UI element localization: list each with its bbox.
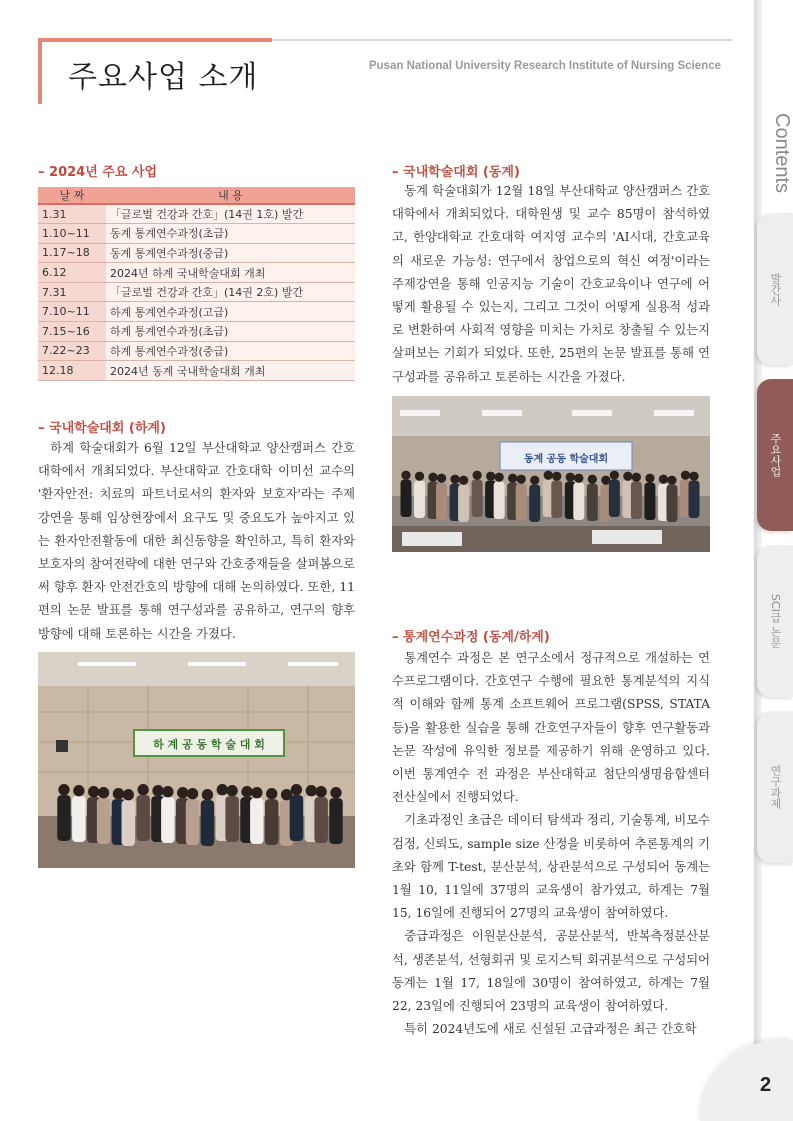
schedule-table	[38, 187, 355, 381]
table-row	[38, 282, 355, 302]
winter-conference-text	[392, 180, 710, 389]
date-cell: 1.31	[38, 204, 106, 224]
winter-photo-banner: 동계 공동 학술대회	[523, 454, 609, 465]
header-rule	[272, 39, 732, 41]
content-cell: 하계 통계연수과정(고급)	[106, 302, 355, 322]
date-cell: 7.15~16	[38, 322, 106, 342]
statistics-course-heading: – 통계연수과정 (동계/하계)	[392, 630, 550, 645]
winter-conference-photo	[392, 396, 710, 552]
date-cell: 7.31	[38, 282, 106, 302]
table-row	[38, 224, 355, 244]
content-cell: 2024년 하계 국내학술대회 개최	[106, 263, 355, 283]
statistics-paragraph: 특히 2024년도에 새로 신설된 고급과정은 최근 간호학	[404, 1022, 697, 1037]
column-header-date: 날 짜	[38, 187, 106, 204]
statistics-course-text	[392, 647, 710, 1041]
summer-photo-banner: 하 계 공 동 학 술 대 회	[153, 738, 265, 751]
schedule-heading: – 2024년 주요 사업	[38, 165, 158, 180]
date-cell: 1.10~11	[38, 224, 106, 244]
tab-sci-papers[interactable]: SCI급 논문	[757, 545, 793, 697]
tab-preface[interactable]: 발간사	[757, 213, 793, 365]
date-cell: 12.18	[38, 361, 106, 381]
header-left-bar	[38, 38, 42, 104]
table-row	[38, 243, 355, 263]
table-row	[38, 322, 355, 342]
content-cell: 2024년 동계 국내학술대회 개최	[106, 361, 355, 381]
page-title: 주요사업 소개	[68, 60, 259, 95]
institute-name: Pusan National University Research Institute of Nursing Science	[368, 60, 721, 72]
date-cell: 6.12	[38, 263, 106, 283]
table-row	[38, 361, 355, 381]
summer-conference-paragraph: 하계 학술대회가 6월 12일 부산대학교 양산캠퍼스 간호대학에서 개최되었다. 부산대학교 간호대학 이미선 교수의 '환자안전: 치료의 파트너로서의 환자와 보호자'라는 주제 강연을 통해 임상현장에서 요구도 및 중요도가 높아지고 있는 환자안전활동에 대한 최신동향을 확인하고, 특히 환자와 보호자의 참여전략에 대한 연구와 간호중재들을 살펴봄으로써 향후 환자 안전간호의 방향에 대해 논의하였다. 또한, 11편의 논문 발표를 통해 연구성과를 공유하고, 연구의 향후 방향에 대해 토론하는 시간을 가졌다.	[38, 441, 355, 641]
date-cell: 7.10~11	[38, 302, 106, 322]
date-cell: 1.17~18	[38, 243, 106, 263]
table-header-row	[38, 187, 355, 204]
content-cell: 하계 통계연수과정(초급)	[106, 322, 355, 342]
page-corner	[700, 1040, 793, 1121]
header-accent-line	[38, 38, 272, 42]
content-cell: 「글로벌 건강과 간호」(14권 2호) 발간	[106, 282, 355, 302]
summer-conference-heading: – 국내학술대회 (하계)	[38, 421, 166, 436]
content-cell: 하계 통계연수과정(중급)	[106, 341, 355, 361]
table-row	[38, 204, 355, 224]
summer-conference-text	[38, 437, 355, 646]
statistics-paragraph: 기초과정인 초급은 데이터 탐색과 정리, 기술통계, 비모수 검정, 신뢰도, sample size 산정을 비롯하여 추론통계의 기초와 함께 T-test, 분산분석, 상관분석으로 구성되어 동계는 1월 10, 11일에 37명의 교육생이 참가였고, 하계는 7월 15, 16일에 진행되어 27명의 교육생이 참여하였다.	[392, 813, 710, 921]
tab-research-projects[interactable]: 연구과제	[757, 711, 793, 863]
summer-conference-photo	[38, 652, 355, 868]
content-cell: 동계 통계연수과정(초급)	[106, 224, 355, 244]
table-row	[38, 341, 355, 361]
contents-label: Contents	[771, 112, 793, 194]
content-cell: 「글로벌 건강과 간호」(14권 1호) 발간	[106, 204, 355, 224]
tab-main-projects[interactable]: 주요사업	[757, 379, 793, 531]
table-row	[38, 302, 355, 322]
statistics-paragraph: 통계연수 과정은 본 연구소에서 정규적으로 개설하는 연수프로그램이다. 간호연구 수행에 필요한 통계분석의 지식적 이해와 함께 통계 소프트웨어 프로그램(SPSS, STATA 등)을 활용한 실습을 통해 간호연구자들이 향후 연구활동과 논문 작성에 유익한 정보를 제공하기 위해 운영하고 있다. 이번 통계연수 전 과정은 부산대학교 첨단의생명융합센터 전산실에서 진행되었다.	[392, 651, 710, 805]
table-row	[38, 263, 355, 283]
page-number: 2	[760, 1074, 772, 1096]
date-cell: 7.22~23	[38, 341, 106, 361]
statistics-paragraph: 중급과정은 이원분산분석, 공분산분석, 반복측정분산분석, 생존분석, 선형회귀 및 로지스틱 회귀분석으로 구성되어 동계는 1월 17, 18일에 30명이 참여하였고, 하계는 7월 22, 23일에 진행되어 23명의 교육생이 참여하였다.	[392, 929, 710, 1014]
content-cell: 동계 통계연수과정(중급)	[106, 243, 355, 263]
winter-conference-paragraph: 동계 학술대회가 12월 18일 부산대학교 양산캠퍼스 간호대학에서 개최되었다. 대학원생 및 교수 85명이 참석하였고, 한양대학교 간호대학 여지영 교수의 'AI시대, 간호교육의 새로운 가능성: 연구에서 창업으로의 혁신 여정'이라는 주제강연을 통해 인공지능 기술이 간호교육이나 연구에 어떻게 활용될 수 있는지, 그리고 그것이 어떻게 실용적 성과로 변환하여 사회적 영향을 미치는 가치로 창출될 수 있는지 살펴보는 기회가 되었다. 또한, 25편의 논문 발표를 통해 연구성과를 공유하고 토론하는 시간을 가졌다.	[392, 184, 710, 384]
column-header-content: 내 용	[106, 187, 355, 204]
winter-conference-heading: – 국내학술대회 (동계)	[392, 165, 520, 180]
